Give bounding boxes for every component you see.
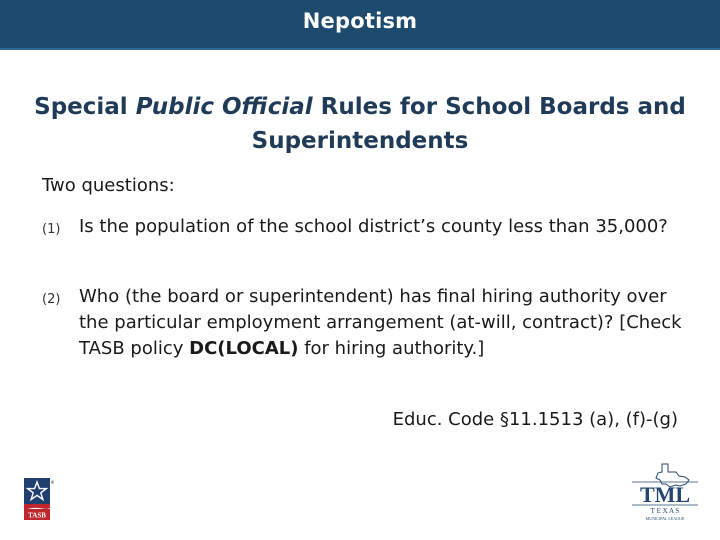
- tasb-logo-text: TASB: [28, 511, 46, 520]
- question-item: [42, 284, 682, 362]
- question-number: (1): [42, 222, 61, 237]
- citation: Educ. Code §11.1513 (a), (f)-(g): [392, 409, 678, 430]
- subtitle-part2: Rules for School Boards and Superintendents: [251, 94, 686, 154]
- question-text-before: Who (the board or superintendent) has final hiring authority over the particular employment arrangement (at-will, contract)? [Check TASB policy: [79, 286, 682, 359]
- policy-code: DC(LOCAL): [189, 338, 299, 359]
- tml-logo-main: TML: [639, 482, 691, 507]
- tml-logo-tagline: MUNICIPAL LEAGUE: [645, 516, 685, 521]
- subtitle-part1: Special: [34, 94, 136, 120]
- header-banner: [0, 0, 720, 50]
- question-text: [79, 284, 682, 362]
- tml-logo: [628, 462, 702, 522]
- tml-logo-sub: T E X A S: [650, 507, 680, 515]
- intro-text: Two questions:: [42, 175, 175, 196]
- tasb-logo: [24, 478, 54, 520]
- question-number: (2): [42, 292, 61, 307]
- slide-title: Nepotism: [302, 9, 418, 33]
- subtitle-emphasis: Public Official: [135, 94, 313, 120]
- question-item: [42, 214, 682, 240]
- question-text: Is the population of the school district’s county less than 35,000?: [79, 216, 668, 237]
- registered-mark: ®: [50, 480, 55, 485]
- question-text-after: for hiring authority.]: [298, 338, 485, 359]
- slide-subtitle: [20, 90, 700, 158]
